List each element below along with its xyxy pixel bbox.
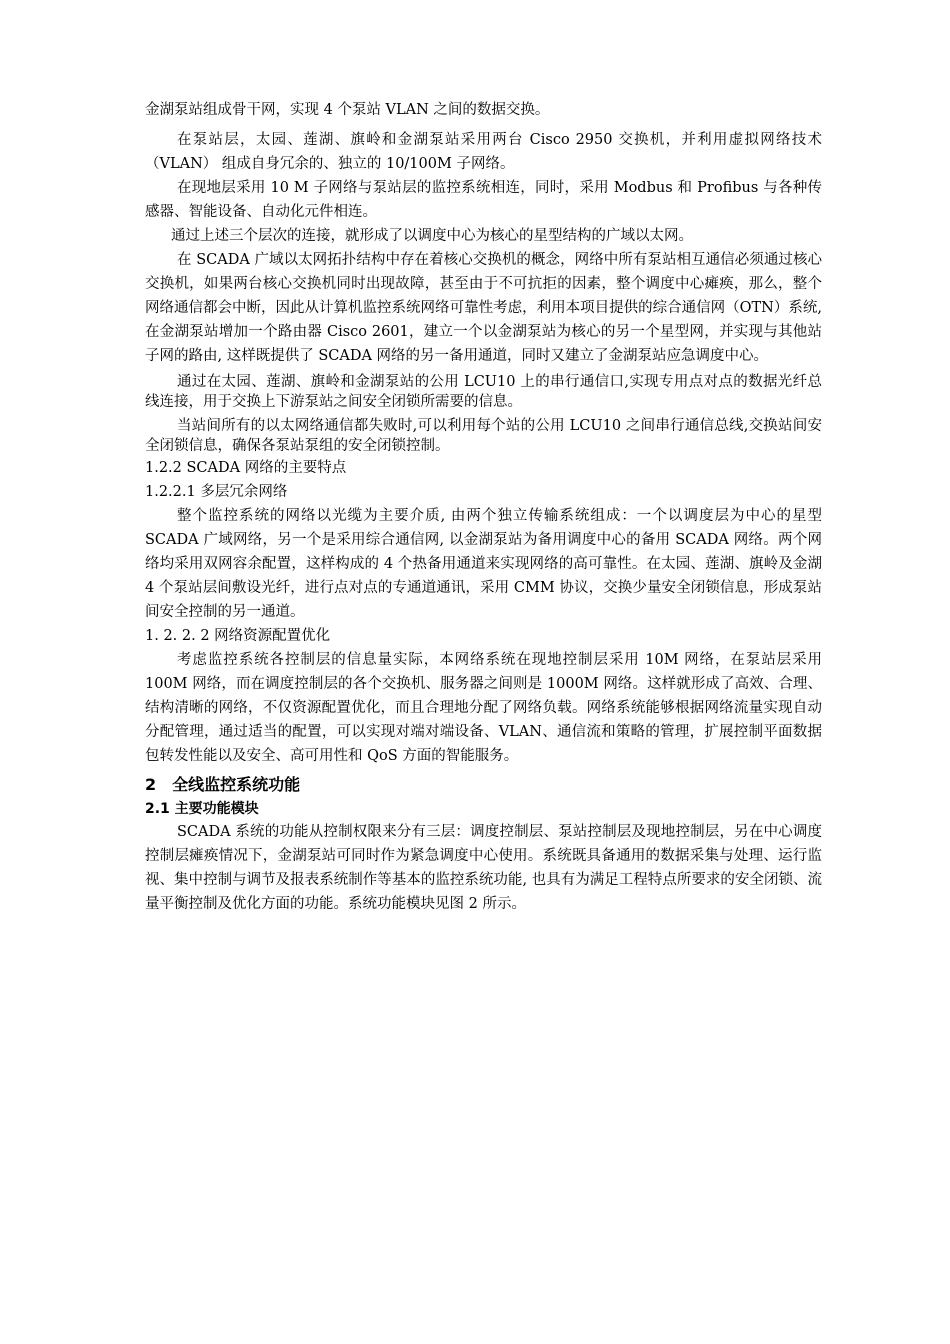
paragraph-redundant-network: 整个监控系统的网络以光缆为主要介质, 由两个独立传输系统组成：一个以调度层为中心的星型 SCADA 广域网络，另一个是采用综合通信网, 以金湖泵站为备用调度中心的备用 SCADA 网络。两个网络均采用双网容余配置，这样构成的 4 个热备用通道来实现网络的高可靠性。在太园、莲湖、旗岭及金湖 4 个泵站层间敷设光纤，进行点对点的专通道通讯，采用 CMM 协议，交换少量安全闭锁信息，形成泵站间安全控制的另一通道。 (145, 508, 822, 620)
paragraph-core-switch: 在 SCADA 广域以太网拓扑结构中存在着核心交换机的概念，网络中所有泵站相互通信必须通过核心交换机，如果两台核心交换机同时出现故障，甚至由于不可抗拒的因素，整个调度中心瘫痪，那么，整个网络通信都会中断，因此从计算机监控系统网络可靠性考虑，利用本项目提供的综合通信网（OTN）系统, 在金湖泵站增加一个路由器 Cisco 2601，建立一个以金湖泵站为核心的另一个星型网，并实现与其他站子网的路由, 这样既提供了 SCADA 网络的另一备用通道，同时又建立了金湖泵站应急调度中心。 (145, 252, 822, 364)
heading-2: 2 全线监控系统功能 (145, 775, 301, 794)
paragraph-station-layer: 在泵站层，太园、莲湖、旗岭和金湖泵站采用两台 Cisco 2950 交换机，并利用虚拟网络技术（VLAN） 组成自身冗余的、独立的 10/100M 子网络。 (145, 132, 822, 172)
paragraph-serial-link: 通过在太园、莲湖、旗岭和金湖泵站的公用 LCU10 上的串行通信口,实现专用点对点的数据光纤总线连接，用于交换上下游泵站之间安全闭锁所需要的信息。 (145, 374, 822, 410)
paragraph-fallback-bus: 当站间所有的以太网络通信都失败时,可以利用每个站的公用 LCU10 之间串行通信总线,交换站间安全闭锁信息，确保各泵站泵组的安全闭锁控制。 (145, 418, 822, 454)
heading-2-1: 2.1 主要功能模块 (145, 801, 259, 817)
paragraph-scada-functions: SCADA 系统的功能从控制权限来分有三层：调度控制层、泵站控制层及现地控制层，另在中心调度控制层瘫痪情况下，金湖泵站可同时作为紧急调度中心使用。系统既具备通用的数据采集与处理、运行监视、集中控制与调节及报表系统制作等基本的监控系统功能, 也具有为满足工程特点所要求的安全闭锁、流量平衡控制及优化方面的功能。系统功能模块见图 2 所示。 (145, 824, 822, 912)
paragraph-field-layer: 在现地层采用 10 M 子网络与泵站层的监控系统相连，同时，采用 Modbus 和 Profibus 与各种传感器、智能设备、自动化元件相连。 (145, 180, 822, 220)
document-page (145, 98, 822, 916)
heading-1-2-2: 1.2.2 SCADA 网络的主要特点 (145, 460, 347, 476)
paragraph-star-network: 通过上述三个层次的连接，就形成了以调度中心为核心的星型结构的广域以太网。 (171, 228, 693, 244)
paragraph-resource-optimization: 考虑监控系统各控制层的信息量实际，本网络系统在现地控制层采用 10M 网络，在泵站层采用 100M 网络，而在调度控制层的各个交换机、服务器之间则是 1000M 网络。这样就形成了高效、合理、结构清晰的网络，不仅资源配置优化，而且合理地分配了网络负载。网络系统能够根据网络流量实现自动分配管理，通过适当的配置，可以实现对端对端设备、VLAN、通信流和策略的管理，扩展控制平面数据包转发性能以及安全、高可用性和 QoS 方面的智能服务。 (145, 652, 822, 764)
heading-1-2-2-1: 1.2.2.1 多层冗余网络 (145, 484, 288, 500)
heading-1-2-2-2: 1. 2. 2. 2 网络资源配置优化 (145, 628, 331, 644)
paragraph-backbone: 金湖泵站组成骨干网，实现 4 个泵站 VLAN 之间的数据交换。 (145, 102, 550, 118)
